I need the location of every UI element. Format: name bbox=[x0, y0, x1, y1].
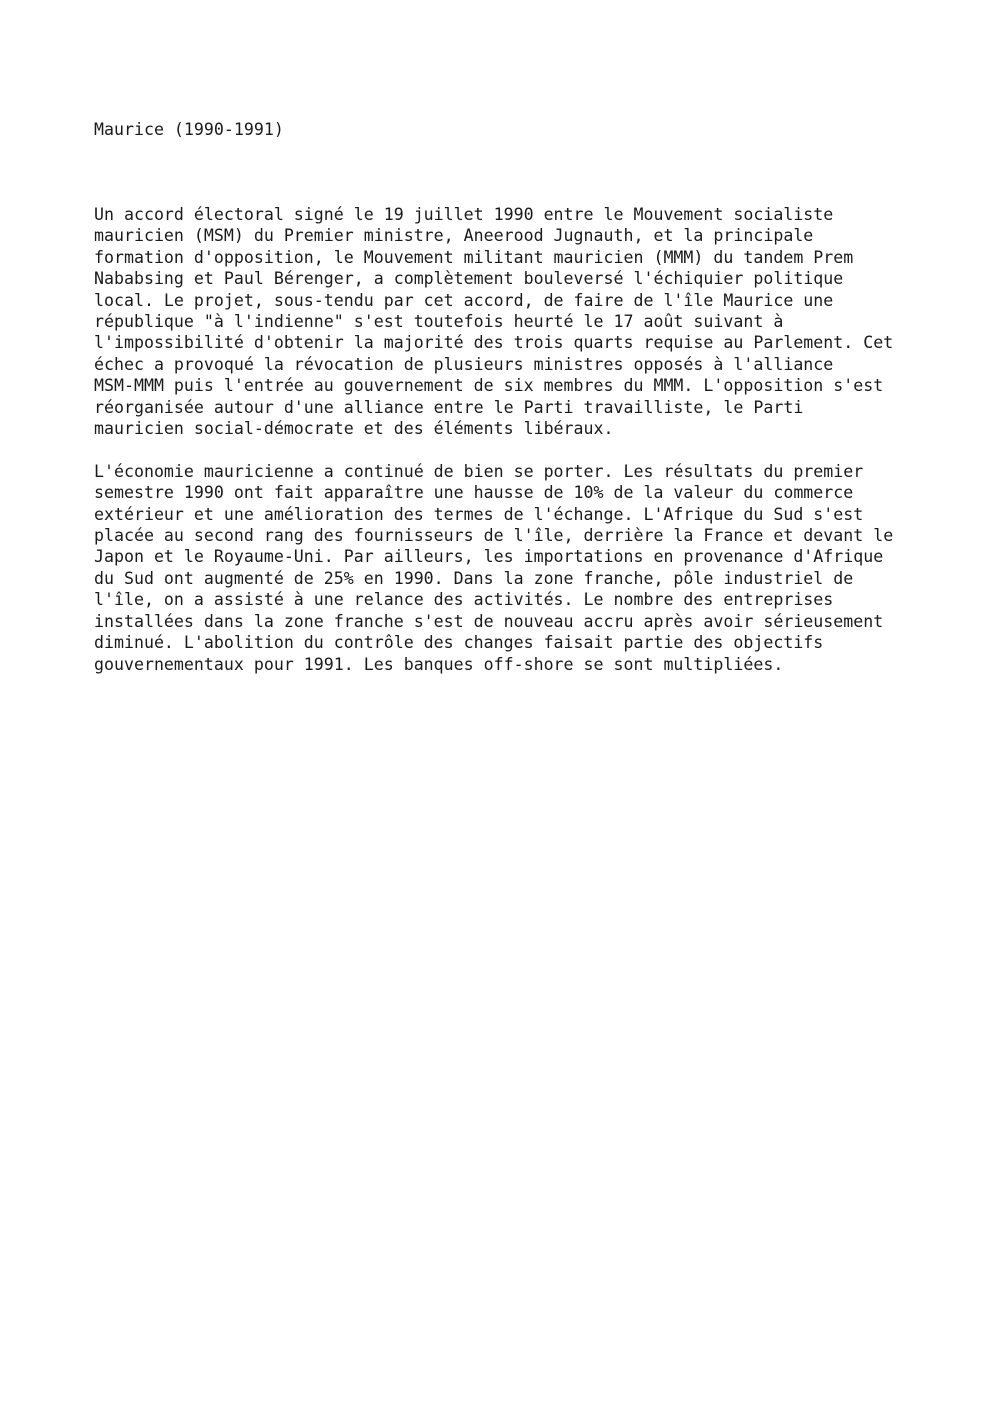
paragraph-politics: Un accord électoral signé le 19 juillet 1990 entre le Mouvement socialiste mauricien (MSM) du Premier ministre, Aneerood Jugnauth, et la principale formation d'opposition, le Mouvement militant mauricien (MMM) du tandem Prem Nababsing et Paul Bérenger, a complètement bouleversé l'échiquier politique local. Le projet, sous-tendu par cet accord, de faire de l'île Maurice une république "à l'indienne" s'est toutefois heurté le 17 août suivant à l'impossibilité d'obtenir la majorité des trois quarts requise au Parlement. Cet échec a provoqué la révocation de plusieurs ministres opposés à l'alliance MSM-MMM puis l'entrée au gouvernement de six membres du MMM. L'opposition s'est réorganisée autour d'une alliance entre le Parti travailliste, le Parti mauricien social-démocrate et des éléments libéraux. bbox=[94, 205, 894, 439]
document-title: Maurice (1990-1991) bbox=[94, 120, 284, 139]
paragraph-economy: L'économie mauricienne a continué de bien se porter. Les résultats du premier semestre 1990 ont fait apparaître une hausse de 10% de la valeur du commerce extérieur et une amélioration des termes de l'échange. L'Afrique du Sud s'est placée au second rang des fournisseurs de l'île, derrière la France et devant le Japon et le Royaume-Uni. Par ailleurs, les importations en provenance d'Afrique du Sud ont augmenté de 25% en 1990. Dans la zone franche, pôle industriel de l'île, on a assisté à une relance des activités. Le nombre des entreprises installées dans la zone franche s'est de nouveau accru après avoir sérieusement diminué. L'abolition du contrôle des changes faisait partie des objectifs gouvernementaux pour 1991. Les banques off-shore se sont multipliées. bbox=[94, 461, 894, 674]
document-body bbox=[94, 204, 893, 675]
